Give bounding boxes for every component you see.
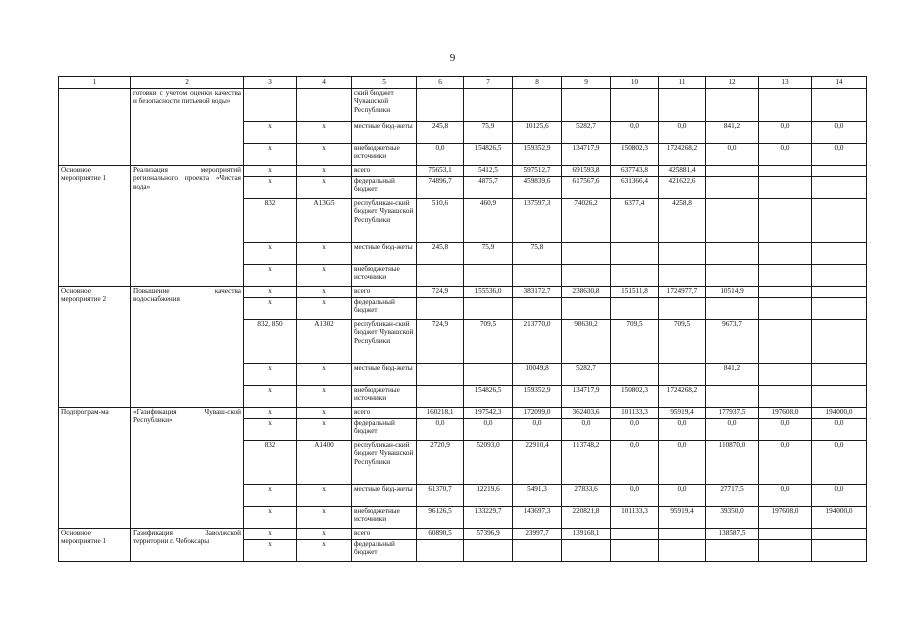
amount-cell: 113748,2 xyxy=(562,441,611,485)
funding-source-cell: всего xyxy=(352,287,417,298)
funding-source-cell: всего xyxy=(352,408,417,419)
amount-cell: 0,0 xyxy=(417,419,464,441)
target-code-cell: x xyxy=(297,485,352,507)
amount-cell: 133229,7 xyxy=(464,507,513,529)
column-number: 7 xyxy=(464,77,513,89)
amount-cell: 709,5 xyxy=(464,320,513,364)
amount-cell: 101133,3 xyxy=(611,408,659,419)
funding-source-cell: местные бюд-жеты xyxy=(352,364,417,386)
amount-cell xyxy=(706,265,759,287)
target-code-cell: x xyxy=(297,507,352,529)
amount-cell: 0,0 xyxy=(562,419,611,441)
responsible-code-cell: 832 xyxy=(244,199,297,243)
amount-cell: 134717,9 xyxy=(562,144,611,166)
responsible-code-cell: x xyxy=(244,144,297,166)
responsible-code-cell: 832, 850 xyxy=(244,320,297,364)
amount-cell xyxy=(659,243,706,265)
amount-cell xyxy=(812,89,867,122)
amount-cell: 617567,6 xyxy=(562,177,611,199)
responsible-code-cell: x xyxy=(244,364,297,386)
amount-cell xyxy=(513,89,562,122)
activity-kind-cell: Основное мероприятие 1 xyxy=(59,529,131,562)
target-code-cell: x xyxy=(297,529,352,540)
amount-cell: 12219,6 xyxy=(464,485,513,507)
amount-cell: 724,9 xyxy=(417,320,464,364)
amount-cell: 75,8 xyxy=(513,243,562,265)
funding-source-cell: республикан-ский бюджет Чувашской Республики xyxy=(352,199,417,243)
amount-cell: 0,0 xyxy=(706,419,759,441)
amount-cell: 22910,4 xyxy=(513,441,562,485)
amount-cell xyxy=(611,529,659,540)
amount-cell: 138587,5 xyxy=(706,529,759,540)
amount-cell xyxy=(812,320,867,364)
amount-cell xyxy=(706,177,759,199)
amount-cell: 238630,8 xyxy=(562,287,611,298)
column-number: 1 xyxy=(59,77,131,89)
target-code-cell: x xyxy=(297,419,352,441)
amount-cell xyxy=(706,89,759,122)
column-number: 8 xyxy=(513,77,562,89)
amount-cell xyxy=(759,89,812,122)
amount-cell xyxy=(417,89,464,122)
amount-cell: 0,0 xyxy=(759,485,812,507)
table-row xyxy=(59,89,867,122)
responsible-code-cell: x xyxy=(244,298,297,320)
amount-cell: 61370,7 xyxy=(417,485,464,507)
responsible-code-cell: x xyxy=(244,243,297,265)
target-code-cell: A13G5 xyxy=(297,199,352,243)
amount-cell xyxy=(464,364,513,386)
amount-cell xyxy=(706,243,759,265)
amount-cell xyxy=(417,386,464,408)
amount-cell xyxy=(562,298,611,320)
amount-cell xyxy=(611,265,659,287)
amount-cell xyxy=(464,298,513,320)
column-number: 3 xyxy=(244,77,297,89)
amount-cell: 1724268,2 xyxy=(659,386,706,408)
column-number: 14 xyxy=(812,77,867,89)
amount-cell: 245,8 xyxy=(417,122,464,144)
column-number: 5 xyxy=(352,77,417,89)
amount-cell: 6377,4 xyxy=(611,199,659,243)
amount-cell xyxy=(417,540,464,562)
amount-cell xyxy=(611,540,659,562)
amount-cell: 0,0 xyxy=(659,441,706,485)
amount-cell: 724,9 xyxy=(417,287,464,298)
amount-cell: 691593,8 xyxy=(562,166,611,177)
funding-source-cell: внебюджетные источники xyxy=(352,144,417,166)
column-number-row xyxy=(59,77,867,89)
table-row xyxy=(59,529,867,540)
amount-cell xyxy=(759,265,812,287)
amount-cell: 0,0 xyxy=(513,419,562,441)
activity-name-cell: Газификация Заволжской территории г. Чебоксары xyxy=(131,529,244,562)
amount-cell: 1724977,7 xyxy=(659,287,706,298)
amount-cell: 177937,5 xyxy=(706,408,759,419)
amount-cell xyxy=(659,298,706,320)
activity-name-cell: Повышение качества водоснабжения xyxy=(131,287,244,408)
amount-cell xyxy=(812,540,867,562)
responsible-code-cell: x xyxy=(244,485,297,507)
responsible-code-cell: x xyxy=(244,529,297,540)
amount-cell xyxy=(513,265,562,287)
column-number: 13 xyxy=(759,77,812,89)
amount-cell: 0,0 xyxy=(812,485,867,507)
amount-cell: 197608,0 xyxy=(759,507,812,529)
column-number: 6 xyxy=(417,77,464,89)
amount-cell: 194000,0 xyxy=(812,507,867,529)
activity-kind-cell xyxy=(59,89,131,166)
amount-cell xyxy=(659,89,706,122)
amount-cell: 4875,7 xyxy=(464,177,513,199)
amount-cell: 0,0 xyxy=(611,441,659,485)
amount-cell: 0,0 xyxy=(759,441,812,485)
amount-cell: 159352,9 xyxy=(513,386,562,408)
target-code-cell: A1302 xyxy=(297,320,352,364)
amount-cell: 95919,4 xyxy=(659,408,706,419)
amount-cell: 510,6 xyxy=(417,199,464,243)
funding-source-cell: местные бюд-жеты xyxy=(352,485,417,507)
amount-cell xyxy=(812,265,867,287)
amount-cell: 10514,9 xyxy=(706,287,759,298)
activity-name-cell: «Газификация Чуваш-ской Республики» xyxy=(131,408,244,529)
amount-cell xyxy=(812,243,867,265)
amount-cell xyxy=(759,364,812,386)
amount-cell: 0,0 xyxy=(706,144,759,166)
amount-cell: 0,0 xyxy=(611,485,659,507)
amount-cell: 4258,8 xyxy=(659,199,706,243)
amount-cell: 841,2 xyxy=(706,364,759,386)
amount-cell xyxy=(464,265,513,287)
amount-cell: 57396,9 xyxy=(464,529,513,540)
amount-cell: 0,0 xyxy=(659,419,706,441)
amount-cell: 0,0 xyxy=(659,485,706,507)
responsible-code-cell xyxy=(244,89,297,122)
funding-source-cell: местные бюд-жеты xyxy=(352,122,417,144)
amount-cell xyxy=(611,298,659,320)
target-code-cell: x xyxy=(297,243,352,265)
amount-cell: 0,0 xyxy=(611,419,659,441)
amount-cell xyxy=(759,529,812,540)
amount-cell: 597512,7 xyxy=(513,166,562,177)
amount-cell: 74026,2 xyxy=(562,199,611,243)
amount-cell xyxy=(659,364,706,386)
funding-source-cell: внебюджетные источники xyxy=(352,386,417,408)
amount-cell: 154826,5 xyxy=(464,386,513,408)
responsible-code-cell: x xyxy=(244,122,297,144)
amount-cell: 0,0 xyxy=(464,419,513,441)
amount-cell: 5282,7 xyxy=(562,122,611,144)
amount-cell xyxy=(812,364,867,386)
target-code-cell: x xyxy=(297,144,352,166)
amount-cell xyxy=(812,199,867,243)
amount-cell xyxy=(812,298,867,320)
amount-cell xyxy=(562,89,611,122)
amount-cell: 52093,0 xyxy=(464,441,513,485)
amount-cell: 159352,9 xyxy=(513,144,562,166)
amount-cell xyxy=(706,199,759,243)
amount-cell: 5282,7 xyxy=(562,364,611,386)
amount-cell: 27833,6 xyxy=(562,485,611,507)
column-number: 11 xyxy=(659,77,706,89)
amount-cell xyxy=(611,89,659,122)
amount-cell: 150802,3 xyxy=(611,144,659,166)
page-number: 9 xyxy=(449,52,456,64)
column-number: 12 xyxy=(706,77,759,89)
amount-cell: 27717,5 xyxy=(706,485,759,507)
responsible-code-cell: x xyxy=(244,177,297,199)
amount-cell xyxy=(759,199,812,243)
amount-cell: 197542,3 xyxy=(464,408,513,419)
table-row xyxy=(59,408,867,419)
responsible-code-cell: x xyxy=(244,265,297,287)
amount-cell xyxy=(562,265,611,287)
amount-cell: 421622,6 xyxy=(659,177,706,199)
amount-cell: 245,8 xyxy=(417,243,464,265)
amount-cell: 110870,0 xyxy=(706,441,759,485)
amount-cell: 96126,5 xyxy=(417,507,464,529)
target-code-cell: x xyxy=(297,265,352,287)
responsible-code-cell: x xyxy=(244,507,297,529)
amount-cell: 0,0 xyxy=(759,122,812,144)
amount-cell: 631366,4 xyxy=(611,177,659,199)
column-number: 9 xyxy=(562,77,611,89)
amount-cell: 154826,5 xyxy=(464,144,513,166)
amount-cell: 194000,0 xyxy=(812,408,867,419)
amount-cell: 75653,1 xyxy=(417,166,464,177)
amount-cell xyxy=(759,540,812,562)
funding-source-cell: федеральный бюджет xyxy=(352,177,417,199)
amount-cell: 95919,4 xyxy=(659,507,706,529)
amount-cell: 460,9 xyxy=(464,199,513,243)
amount-cell: 197608,0 xyxy=(759,408,812,419)
responsible-code-cell: x xyxy=(244,408,297,419)
amount-cell: 143697,3 xyxy=(513,507,562,529)
amount-cell: 0,0 xyxy=(812,419,867,441)
responsible-code-cell: 832 xyxy=(244,441,297,485)
amount-cell: 5491,3 xyxy=(513,485,562,507)
amount-cell xyxy=(611,243,659,265)
funding-source-cell: внебюджетные источники xyxy=(352,507,417,529)
target-code-cell: x xyxy=(297,540,352,562)
amount-cell: 75,9 xyxy=(464,243,513,265)
amount-cell: 459839,6 xyxy=(513,177,562,199)
column-number: 10 xyxy=(611,77,659,89)
target-code-cell: x xyxy=(297,166,352,177)
amount-cell: 0,0 xyxy=(812,122,867,144)
amount-cell: 0,0 xyxy=(417,144,464,166)
amount-cell: 1724268,2 xyxy=(659,144,706,166)
amount-cell: 709,5 xyxy=(611,320,659,364)
amount-cell xyxy=(759,320,812,364)
amount-cell: 137597,3 xyxy=(513,199,562,243)
amount-cell: 98630,2 xyxy=(562,320,611,364)
funding-source-cell: всего xyxy=(352,529,417,540)
amount-cell: 155536,0 xyxy=(464,287,513,298)
amount-cell: 0,0 xyxy=(759,144,812,166)
amount-cell xyxy=(417,265,464,287)
amount-cell xyxy=(759,386,812,408)
amount-cell: 0,0 xyxy=(659,122,706,144)
amount-cell xyxy=(759,287,812,298)
target-code-cell: x xyxy=(297,386,352,408)
amount-cell xyxy=(812,386,867,408)
amount-cell xyxy=(464,89,513,122)
amount-cell xyxy=(562,243,611,265)
responsible-code-cell: x xyxy=(244,386,297,408)
amount-cell xyxy=(812,166,867,177)
funding-source-cell: федеральный бюджет xyxy=(352,540,417,562)
amount-cell xyxy=(659,529,706,540)
amount-cell xyxy=(706,166,759,177)
target-code-cell: x xyxy=(297,364,352,386)
amount-cell xyxy=(759,243,812,265)
funding-source-cell: всего xyxy=(352,166,417,177)
amount-cell: 2720,9 xyxy=(417,441,464,485)
amount-cell: 637743,8 xyxy=(611,166,659,177)
amount-cell: 10125,6 xyxy=(513,122,562,144)
amount-cell: 39350,0 xyxy=(706,507,759,529)
amount-cell: 0,0 xyxy=(611,122,659,144)
amount-cell xyxy=(611,364,659,386)
amount-cell xyxy=(812,529,867,540)
activity-name-cell: готовки с учетом оценки качества и безопасности питьевой воды» xyxy=(131,89,244,166)
funding-source-cell: федеральный бюджет xyxy=(352,419,417,441)
amount-cell xyxy=(513,298,562,320)
amount-cell xyxy=(706,298,759,320)
amount-cell: 213770,0 xyxy=(513,320,562,364)
column-number: 4 xyxy=(297,77,352,89)
amount-cell: 160218,1 xyxy=(417,408,464,419)
amount-cell: 101133,3 xyxy=(611,507,659,529)
funding-source-cell: республикан-ский бюджет Чувашской Республики xyxy=(352,441,417,485)
amount-cell xyxy=(759,166,812,177)
target-code-cell: x xyxy=(297,287,352,298)
amount-cell: 172099,0 xyxy=(513,408,562,419)
amount-cell: 5412,5 xyxy=(464,166,513,177)
table-row xyxy=(59,287,867,298)
target-code-cell: A1400 xyxy=(297,441,352,485)
responsible-code-cell: x xyxy=(244,166,297,177)
column-number: 2 xyxy=(131,77,244,89)
target-code-cell: x xyxy=(297,122,352,144)
amount-cell xyxy=(812,287,867,298)
target-code-cell: x xyxy=(297,408,352,419)
amount-cell: 151511,8 xyxy=(611,287,659,298)
funding-source-cell: федеральный бюджет xyxy=(352,298,417,320)
responsible-code-cell: x xyxy=(244,419,297,441)
target-code-cell: x xyxy=(297,177,352,199)
amount-cell: 75,9 xyxy=(464,122,513,144)
amount-cell: 150802,3 xyxy=(611,386,659,408)
amount-cell xyxy=(513,540,562,562)
funding-source-cell: республикан-ский бюджет Чувашской Республики xyxy=(352,320,417,364)
amount-cell xyxy=(417,298,464,320)
responsible-code-cell: x xyxy=(244,287,297,298)
activity-kind-cell: Подпрограм-ма xyxy=(59,408,131,529)
amount-cell xyxy=(812,177,867,199)
amount-cell xyxy=(706,386,759,408)
budget-table xyxy=(58,76,867,562)
activity-kind-cell: Основное мероприятие 1 xyxy=(59,166,131,287)
target-code-cell: x xyxy=(297,298,352,320)
funding-source-cell: внебюджетные источники xyxy=(352,265,417,287)
amount-cell: 841,2 xyxy=(706,122,759,144)
amount-cell: 60890,5 xyxy=(417,529,464,540)
amount-cell xyxy=(759,298,812,320)
amount-cell: 0,0 xyxy=(759,419,812,441)
amount-cell xyxy=(562,540,611,562)
target-code-cell xyxy=(297,89,352,122)
amount-cell: 383172,7 xyxy=(513,287,562,298)
amount-cell: 220821,8 xyxy=(562,507,611,529)
amount-cell xyxy=(659,540,706,562)
activity-name-cell: Реализация мероприятий регионального проекта «Чистая вода» xyxy=(131,166,244,287)
amount-cell: 362403,6 xyxy=(562,408,611,419)
amount-cell xyxy=(417,364,464,386)
amount-cell: 23997,7 xyxy=(513,529,562,540)
amount-cell: 0,0 xyxy=(812,144,867,166)
amount-cell: 139168,1 xyxy=(562,529,611,540)
funding-source-cell: ский бюджет Чувашской Республики xyxy=(352,89,417,122)
activity-kind-cell: Основное мероприятие 2 xyxy=(59,287,131,408)
amount-cell xyxy=(659,265,706,287)
amount-cell xyxy=(759,177,812,199)
amount-cell: 10049,8 xyxy=(513,364,562,386)
amount-cell: 709,5 xyxy=(659,320,706,364)
table-row xyxy=(59,166,867,177)
funding-source-cell: местные бюд-жеты xyxy=(352,243,417,265)
amount-cell: 0,0 xyxy=(812,441,867,485)
amount-cell: 9673,7 xyxy=(706,320,759,364)
amount-cell: 134717,9 xyxy=(562,386,611,408)
amount-cell xyxy=(706,540,759,562)
amount-cell: 425881,4 xyxy=(659,166,706,177)
responsible-code-cell: x xyxy=(244,540,297,562)
amount-cell: 74896,7 xyxy=(417,177,464,199)
amount-cell xyxy=(464,540,513,562)
